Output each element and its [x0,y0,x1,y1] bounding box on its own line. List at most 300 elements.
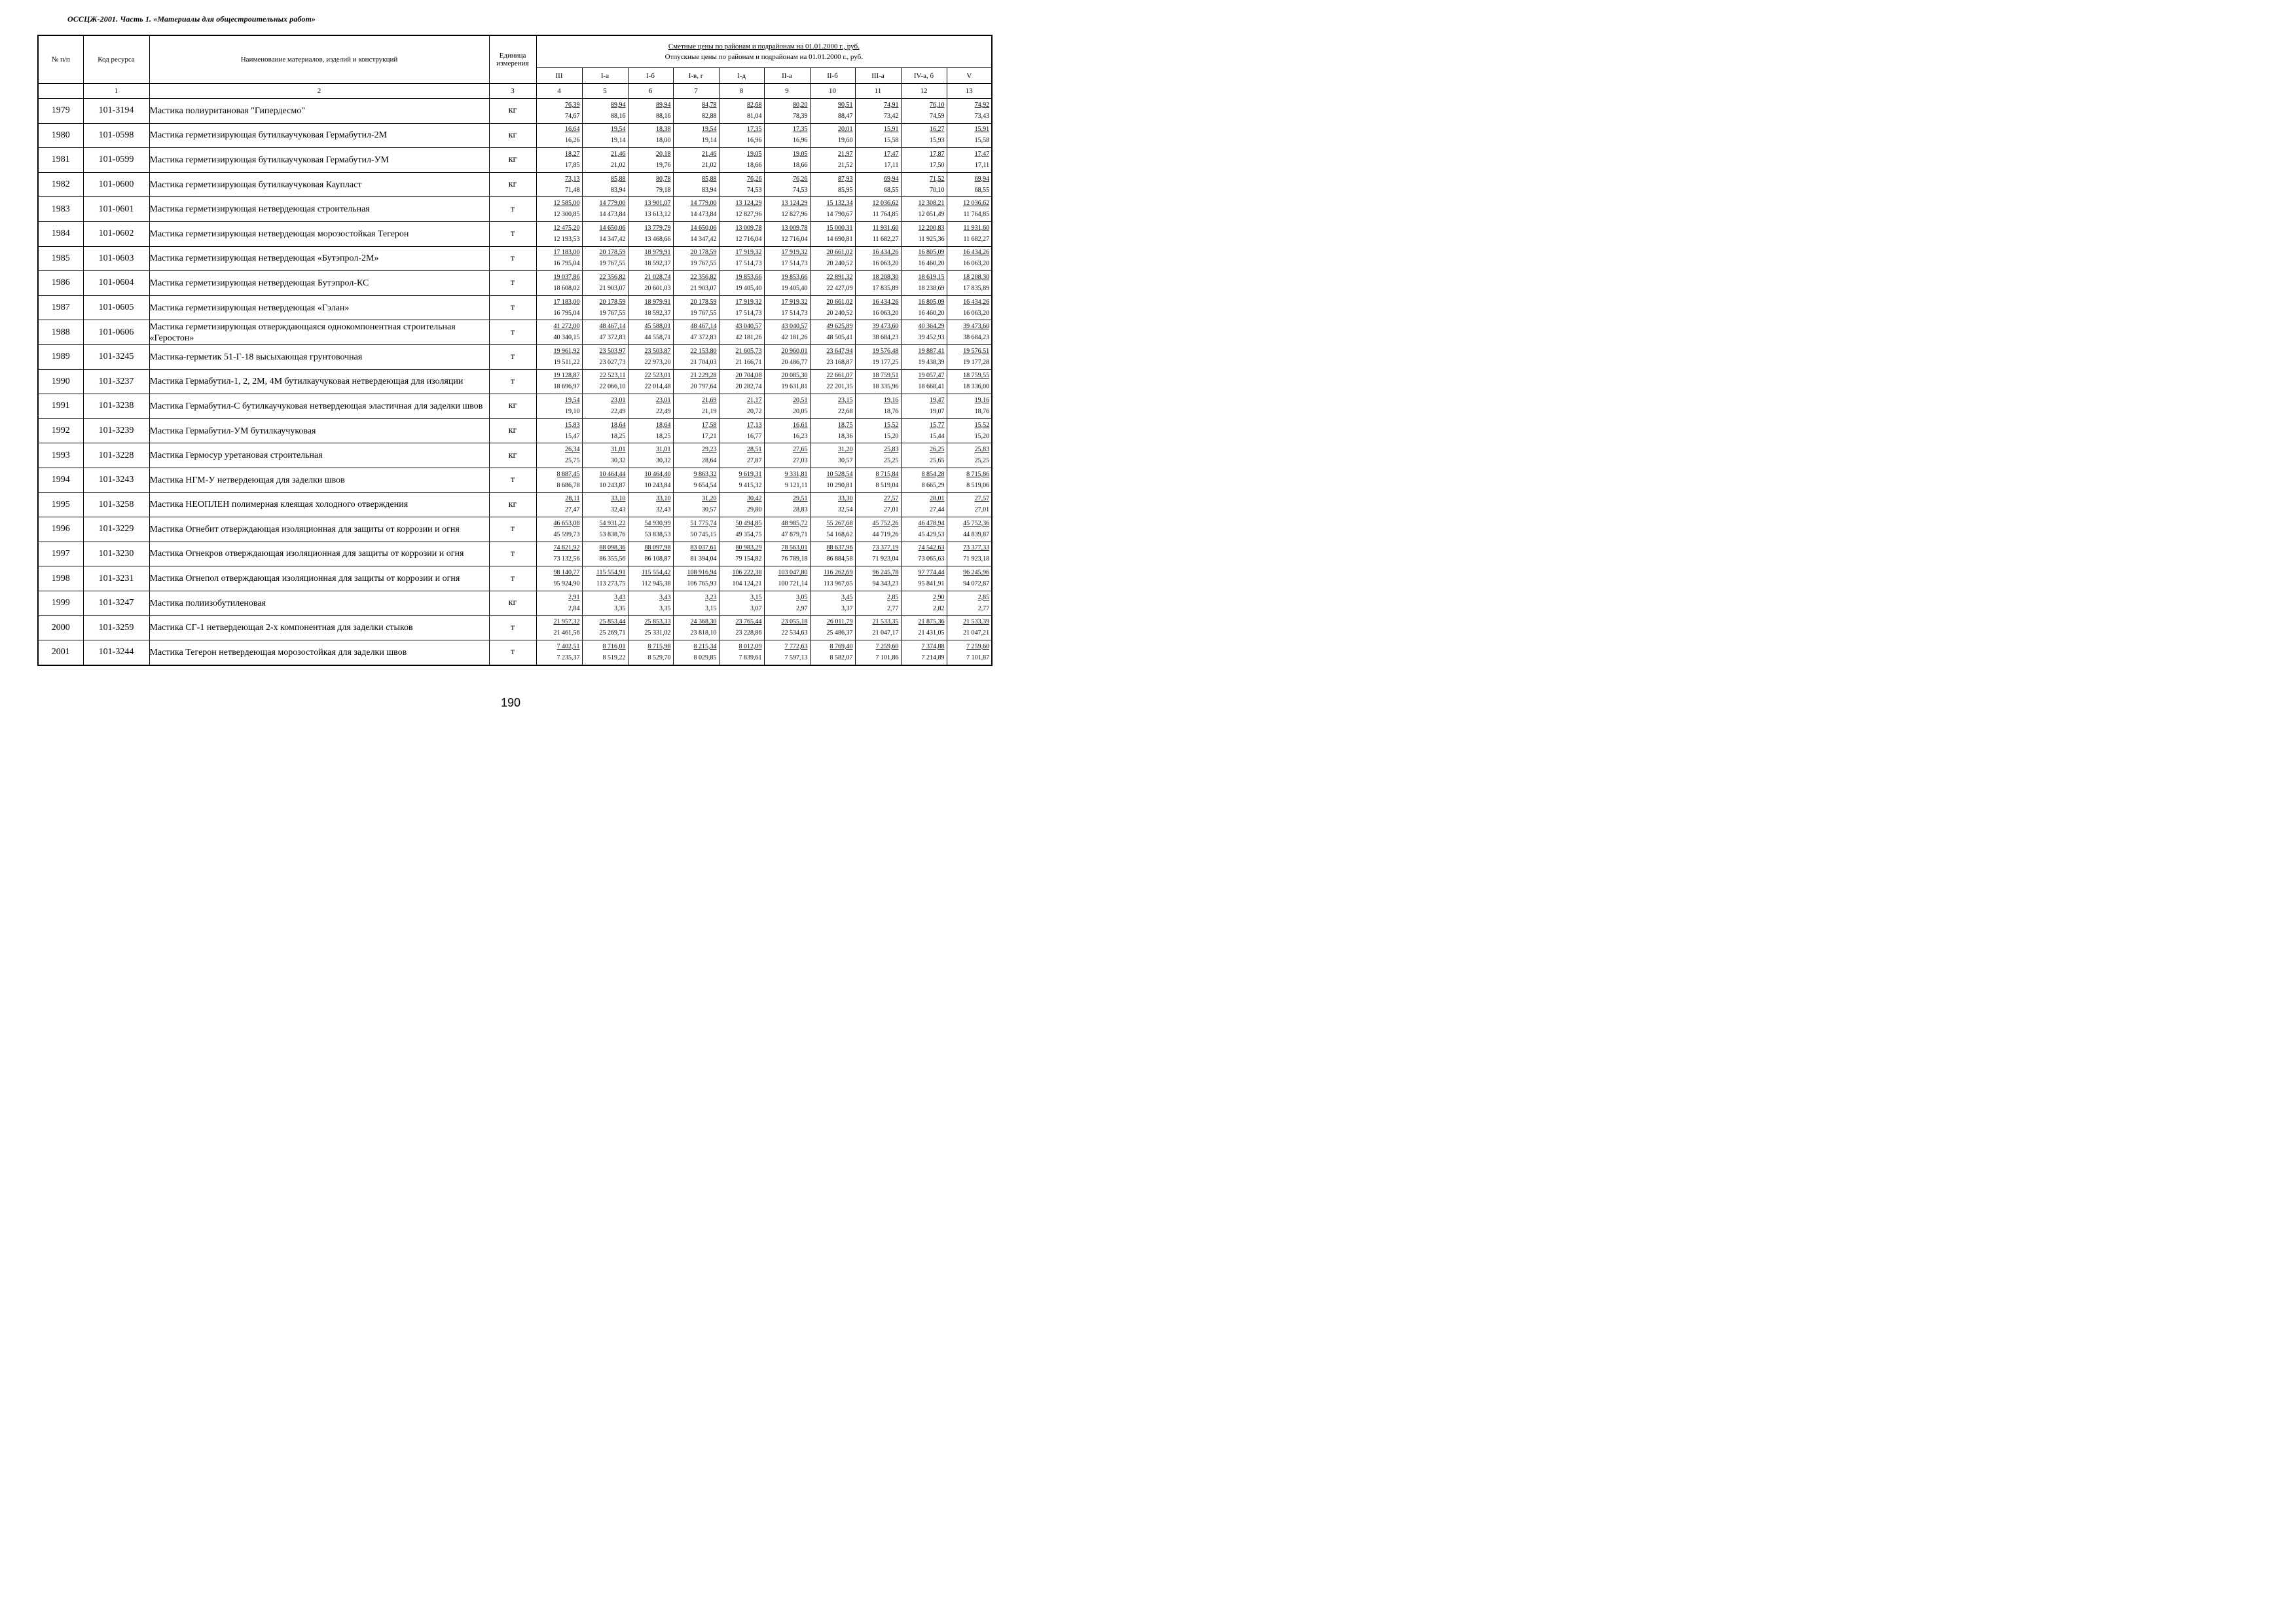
estimated-price: 7 772,63 [784,642,808,650]
release-price: 21 047,17 [872,629,899,637]
price-cell [810,172,855,197]
price-cell [536,271,582,296]
table-row [38,566,992,591]
resource-code: 101-3237 [83,369,149,394]
release-price: 9 415,32 [738,481,762,489]
release-price: 79,18 [656,186,671,194]
release-price: 3,07 [750,604,762,612]
estimated-price: 21 605,73 [735,347,762,355]
price-cell [855,616,901,640]
release-price: 25,65 [930,457,945,465]
price-cell [628,99,673,124]
estimated-price: 15 000,31 [826,224,853,232]
price-cell [810,123,855,148]
estimated-price: 18 208,30 [963,273,990,281]
material-name: Мастика герметизирующая нетвердеющая Бутэпрол-КС [149,271,489,296]
estimated-price: 19 037,86 [553,273,580,281]
estimated-price: 54 931,22 [599,519,626,527]
price-cell [901,295,947,320]
price-cell [719,172,764,197]
release-price: 22 534,63 [781,629,808,637]
estimated-price: 82,68 [747,101,762,109]
estimated-price: 28,11 [565,495,580,503]
estimated-price: 29,51 [793,495,808,503]
release-price: 3,35 [614,604,626,612]
release-price: 44 558,71 [644,334,671,342]
estimated-price: 31,20 [838,446,853,454]
row-number: 1979 [38,99,83,124]
estimated-price: 20 085,30 [781,372,808,380]
price-cell [719,99,764,124]
price-cell [582,369,628,394]
material-name: Мастика герметизирующая бутилкаучуковая Гермабутил-2М [149,123,489,148]
price-cell [764,492,810,517]
release-price: 47 372,83 [599,334,626,342]
release-price: 27,47 [565,506,580,514]
estimated-price: 28,01 [930,495,945,503]
price-cell [536,99,582,124]
material-name: Мастика-герметик 51-Г-18 высыхающая грунтовочная [149,344,489,369]
column-number: 13 [947,84,992,99]
price-cell [764,369,810,394]
row-number: 1982 [38,172,83,197]
estimated-price: 8 715,86 [966,470,990,478]
price-cell [764,591,810,616]
price-cell [536,246,582,271]
price-cell [764,517,810,542]
release-price: 95 841,91 [918,580,945,588]
price-cell [582,542,628,566]
estimated-price: 20 661,02 [826,249,853,257]
estimated-price: 16,64 [565,126,580,134]
estimated-price: 8 854,28 [921,470,945,478]
estimated-price: 17 183,00 [553,249,580,257]
price-cell [628,221,673,246]
resource-code: 101-0603 [83,246,149,271]
release-price: 18 696,97 [553,383,580,391]
price-cell [628,295,673,320]
estimated-price: 45 752,36 [963,519,990,527]
price-cell [719,517,764,542]
price-cell [536,172,582,197]
release-price: 22,49 [656,407,671,415]
release-price: 32,43 [611,506,626,514]
release-price: 17 835,89 [872,284,899,292]
release-price: 13 613,12 [644,211,671,219]
release-price: 16 460,20 [918,260,945,268]
release-price: 19 438,39 [918,358,945,366]
release-price: 16,26 [565,137,580,145]
price-cell [628,246,673,271]
price-cell [855,418,901,443]
table-row [38,468,992,492]
estimated-price: 80,20 [793,101,808,109]
price-cell [810,517,855,542]
release-price: 14 473,84 [690,211,717,219]
row-number: 1999 [38,591,83,616]
estimated-price: 69,94 [884,175,899,183]
resource-code: 101-3243 [83,468,149,492]
price-cell [810,443,855,468]
release-price: 17,50 [930,161,945,169]
estimated-price: 7 259,60 [966,642,990,650]
release-price: 18,36 [838,432,853,440]
release-price: 74,59 [930,112,945,120]
price-cell [582,566,628,591]
price-cell [536,295,582,320]
release-price: 18,66 [747,161,762,169]
table-row [38,99,992,124]
column-number: 11 [855,84,901,99]
release-price: 17,11 [884,161,899,169]
material-name: Мастика герметизирующая нетвердеющая «Гэлан» [149,295,489,320]
estimated-price: 10 464,40 [644,470,671,478]
material-name: Мастика Гермабутил-С бутилкаучуковая нетвердеющая эластичная для заделки швов [149,394,489,419]
estimated-price: 30,42 [747,495,762,503]
price-cell [673,468,719,492]
estimated-price: 3,43 [659,593,671,601]
estimated-price: 7 402,51 [556,642,580,650]
estimated-price: 19,16 [974,396,990,404]
table-row [38,123,992,148]
price-cell [855,542,901,566]
estimated-price: 19 057,47 [918,372,945,380]
estimated-price: 8 012,09 [738,642,762,650]
resource-code: 101-3245 [83,344,149,369]
release-price: 71 923,04 [872,555,899,563]
estimated-price: 18 759,55 [963,372,990,380]
estimated-price: 90,51 [838,101,853,109]
price-cell [810,394,855,419]
release-price: 71,48 [565,186,580,194]
price-cell [764,197,810,222]
estimated-price: 21,46 [611,150,626,158]
release-price: 8 519,06 [966,481,990,489]
release-price: 86 108,87 [644,555,671,563]
estimated-price: 21 028,74 [644,273,671,281]
release-price: 15,58 [974,137,990,145]
estimated-price: 39 473,60 [872,323,899,331]
release-price: 17 514,73 [781,260,808,268]
price-cell [582,394,628,419]
price-cell [536,123,582,148]
header-region: I-а [582,68,628,84]
release-price: 10 243,87 [599,481,626,489]
estimated-price: 22 523,11 [599,372,626,380]
release-price: 47 372,83 [690,334,717,342]
estimated-price: 12 308,21 [918,200,945,208]
price-cell [628,591,673,616]
estimated-price: 48 985,72 [781,519,808,527]
price-cell [810,616,855,640]
estimated-price: 20 704,08 [735,372,762,380]
estimated-price: 16 434,26 [872,298,899,306]
price-cell [628,418,673,443]
release-price: 16 063,20 [963,309,990,317]
estimated-price: 3,15 [750,593,762,601]
price-cell [947,320,992,345]
resource-code: 101-3228 [83,443,149,468]
release-price: 25 486,37 [826,629,853,637]
release-price: 28,83 [793,506,808,514]
price-cell [582,148,628,173]
price-cell [764,394,810,419]
estimated-price: 18,75 [838,421,853,429]
release-price: 11 682,27 [872,235,899,243]
price-cell [947,246,992,271]
release-price: 88,47 [838,112,853,120]
release-price: 23 027,73 [599,358,626,366]
release-price: 11 764,85 [872,211,899,219]
estimated-price: 28,51 [747,446,762,454]
release-price: 8 665,29 [921,481,945,489]
release-price: 10 243,84 [644,481,671,489]
release-price: 20,72 [747,407,762,415]
price-cell [901,369,947,394]
estimated-price: 33,10 [656,495,671,503]
release-price: 15,20 [974,432,990,440]
release-price: 44 719,26 [872,530,899,538]
column-number: 1 [83,84,149,99]
estimated-price: 31,01 [656,446,671,454]
release-price: 19 177,28 [963,358,990,366]
page-number: 190 [500,696,521,709]
release-price: 68,55 [884,186,899,194]
price-cell [947,99,992,124]
price-cell [901,320,947,345]
release-price: 14 347,42 [599,235,626,243]
resource-code: 101-0602 [83,221,149,246]
price-cell [947,591,992,616]
release-price: 106 765,93 [687,580,717,588]
estimated-price: 19 576,51 [963,347,990,355]
price-cell [628,148,673,173]
price-cell [855,369,901,394]
estimated-price: 78 563,01 [781,544,808,552]
price-cell [673,566,719,591]
resource-code: 101-3230 [83,542,149,566]
release-price: 16 063,20 [872,309,899,317]
table-row [38,271,992,296]
release-price: 20 797,64 [690,383,717,391]
price-cell [764,271,810,296]
estimated-price: 83 037,61 [690,544,717,552]
release-price: 9 654,54 [693,481,717,489]
estimated-price: 49 625,89 [826,323,853,331]
price-cell [628,616,673,640]
estimated-price: 2,85 [887,593,899,601]
estimated-price: 55 267,68 [826,519,853,527]
release-price: 23 818,10 [690,629,717,637]
estimated-price: 19 887,41 [918,347,945,355]
estimated-price: 14 650,06 [599,224,626,232]
price-cell [764,616,810,640]
material-name: Мастика Огнепол отверждающая изоляционная для защиты от коррозии и огня [149,566,489,591]
estimated-price: 48 467,14 [690,323,717,331]
price-cell [719,616,764,640]
estimated-price: 45 752,26 [872,519,899,527]
release-price: 8 582,07 [829,654,853,661]
price-cell [810,320,855,345]
estimated-price: 46 653,08 [553,519,580,527]
release-price: 25,75 [565,457,580,465]
table-row [38,369,992,394]
price-cell [810,197,855,222]
release-price: 7 597,13 [784,654,808,661]
estimated-price: 17,87 [930,150,945,158]
table-row [38,197,992,222]
release-price: 21 047,21 [963,629,990,637]
release-price: 13 468,66 [644,235,671,243]
price-cell [582,616,628,640]
unit-of-measure: т [489,369,536,394]
material-name: Мастика Гермосур уретановая строительная [149,443,489,468]
estimated-price: 27,57 [974,495,990,503]
price-cell [628,172,673,197]
estimated-price: 20 178,59 [690,298,717,306]
release-price: 18 336,00 [963,383,990,391]
material-name: Мастика Огнекров отверждающая изоляционная для защиты от коррозии и огня [149,542,489,566]
release-price: 21 461,56 [553,629,580,637]
price-cell [673,123,719,148]
release-price: 81 394,04 [690,555,717,563]
estimated-price: 19 576,48 [872,347,899,355]
estimated-price: 16 434,26 [872,249,899,257]
price-cell [673,295,719,320]
release-price: 94 343,23 [872,580,899,588]
price-cell [901,197,947,222]
release-price: 2,84 [568,604,580,612]
release-price: 86 884,58 [826,555,853,563]
estimated-price: 88 637,96 [826,544,853,552]
price-cell [719,492,764,517]
estimated-price: 85,88 [611,175,626,183]
price-cell [673,542,719,566]
price-cell [536,492,582,517]
header-region: V [947,68,992,84]
release-price: 11 682,27 [963,235,990,243]
price-cell [947,344,992,369]
estimated-price: 115 554,91 [596,569,626,577]
estimated-price: 23,01 [611,396,626,404]
table-row [38,418,992,443]
resource-code: 101-0600 [83,172,149,197]
estimated-price: 31,20 [702,495,717,503]
table-row [38,443,992,468]
price-cell [582,344,628,369]
estimated-price: 19,54 [565,396,580,404]
release-price: 23 168,87 [826,358,853,366]
price-cell [810,542,855,566]
release-price: 18,66 [793,161,808,169]
release-price: 8 519,22 [602,654,626,661]
unit-of-measure: т [489,517,536,542]
estimated-price: 10 528,54 [826,470,853,478]
release-price: 81,04 [747,112,762,120]
price-cell [855,640,901,665]
estimated-price: 20,51 [793,396,808,404]
price-cell [628,344,673,369]
price-cell [901,616,947,640]
estimated-price: 15 132,34 [826,200,853,208]
release-price: 21 903,07 [690,284,717,292]
price-cell [947,640,992,665]
release-price: 22,68 [838,407,853,415]
release-price: 2,77 [887,604,899,612]
unit-of-measure: т [489,542,536,566]
price-cell [673,591,719,616]
estimated-price: 84,78 [702,101,717,109]
price-table [37,35,993,666]
price-cell [719,394,764,419]
release-price: 30,57 [838,457,853,465]
price-cell [536,221,582,246]
price-cell [719,418,764,443]
release-price: 22 014,48 [644,383,671,391]
material-name: Мастика полиуритановая "Гипердесмо" [149,99,489,124]
release-price: 12 716,04 [781,235,808,243]
price-cell [901,271,947,296]
row-number: 1983 [38,197,83,222]
table-row [38,492,992,517]
estimated-price: 23 765,44 [735,618,762,626]
estimated-price: 16 434,26 [963,298,990,306]
material-name: Мастика герметизирующая нетвердеющая строительная [149,197,489,222]
release-price: 74,53 [793,186,808,194]
release-price: 19 631,81 [781,383,808,391]
price-cell [673,616,719,640]
header-region: II-б [810,68,855,84]
release-price: 16 795,04 [553,309,580,317]
estimated-price: 50 494,85 [735,519,762,527]
price-cell [810,640,855,665]
price-cell [582,591,628,616]
price-cell [810,295,855,320]
price-cell [719,123,764,148]
price-cell [947,394,992,419]
price-cell [764,246,810,271]
estimated-price: 80,78 [656,175,671,183]
estimated-price: 85,88 [702,175,717,183]
table-row [38,148,992,173]
release-price: 27,01 [974,506,990,514]
release-price: 14 473,84 [599,211,626,219]
estimated-price: 80 983,29 [735,544,762,552]
release-price: 100 721,14 [778,580,808,588]
price-cell [536,616,582,640]
price-cell [536,344,582,369]
price-cell [582,123,628,148]
release-price: 82,88 [702,112,717,120]
price-cell [628,320,673,345]
estimated-price: 2,85 [977,593,990,601]
estimated-price: 23,15 [838,396,853,404]
price-cell [947,197,992,222]
price-cell [901,517,947,542]
release-price: 25 331,02 [644,629,671,637]
table-row [38,542,992,566]
price-cell [810,99,855,124]
column-number: 9 [764,84,810,99]
unit-of-measure: т [489,640,536,665]
estimated-price: 22 523,01 [644,372,671,380]
estimated-price: 74 542,63 [918,544,945,552]
row-number: 1997 [38,542,83,566]
release-price: 20 240,52 [826,260,853,268]
release-price: 21,02 [702,161,717,169]
estimated-price: 22 153,80 [690,347,717,355]
release-price: 16,77 [747,432,762,440]
